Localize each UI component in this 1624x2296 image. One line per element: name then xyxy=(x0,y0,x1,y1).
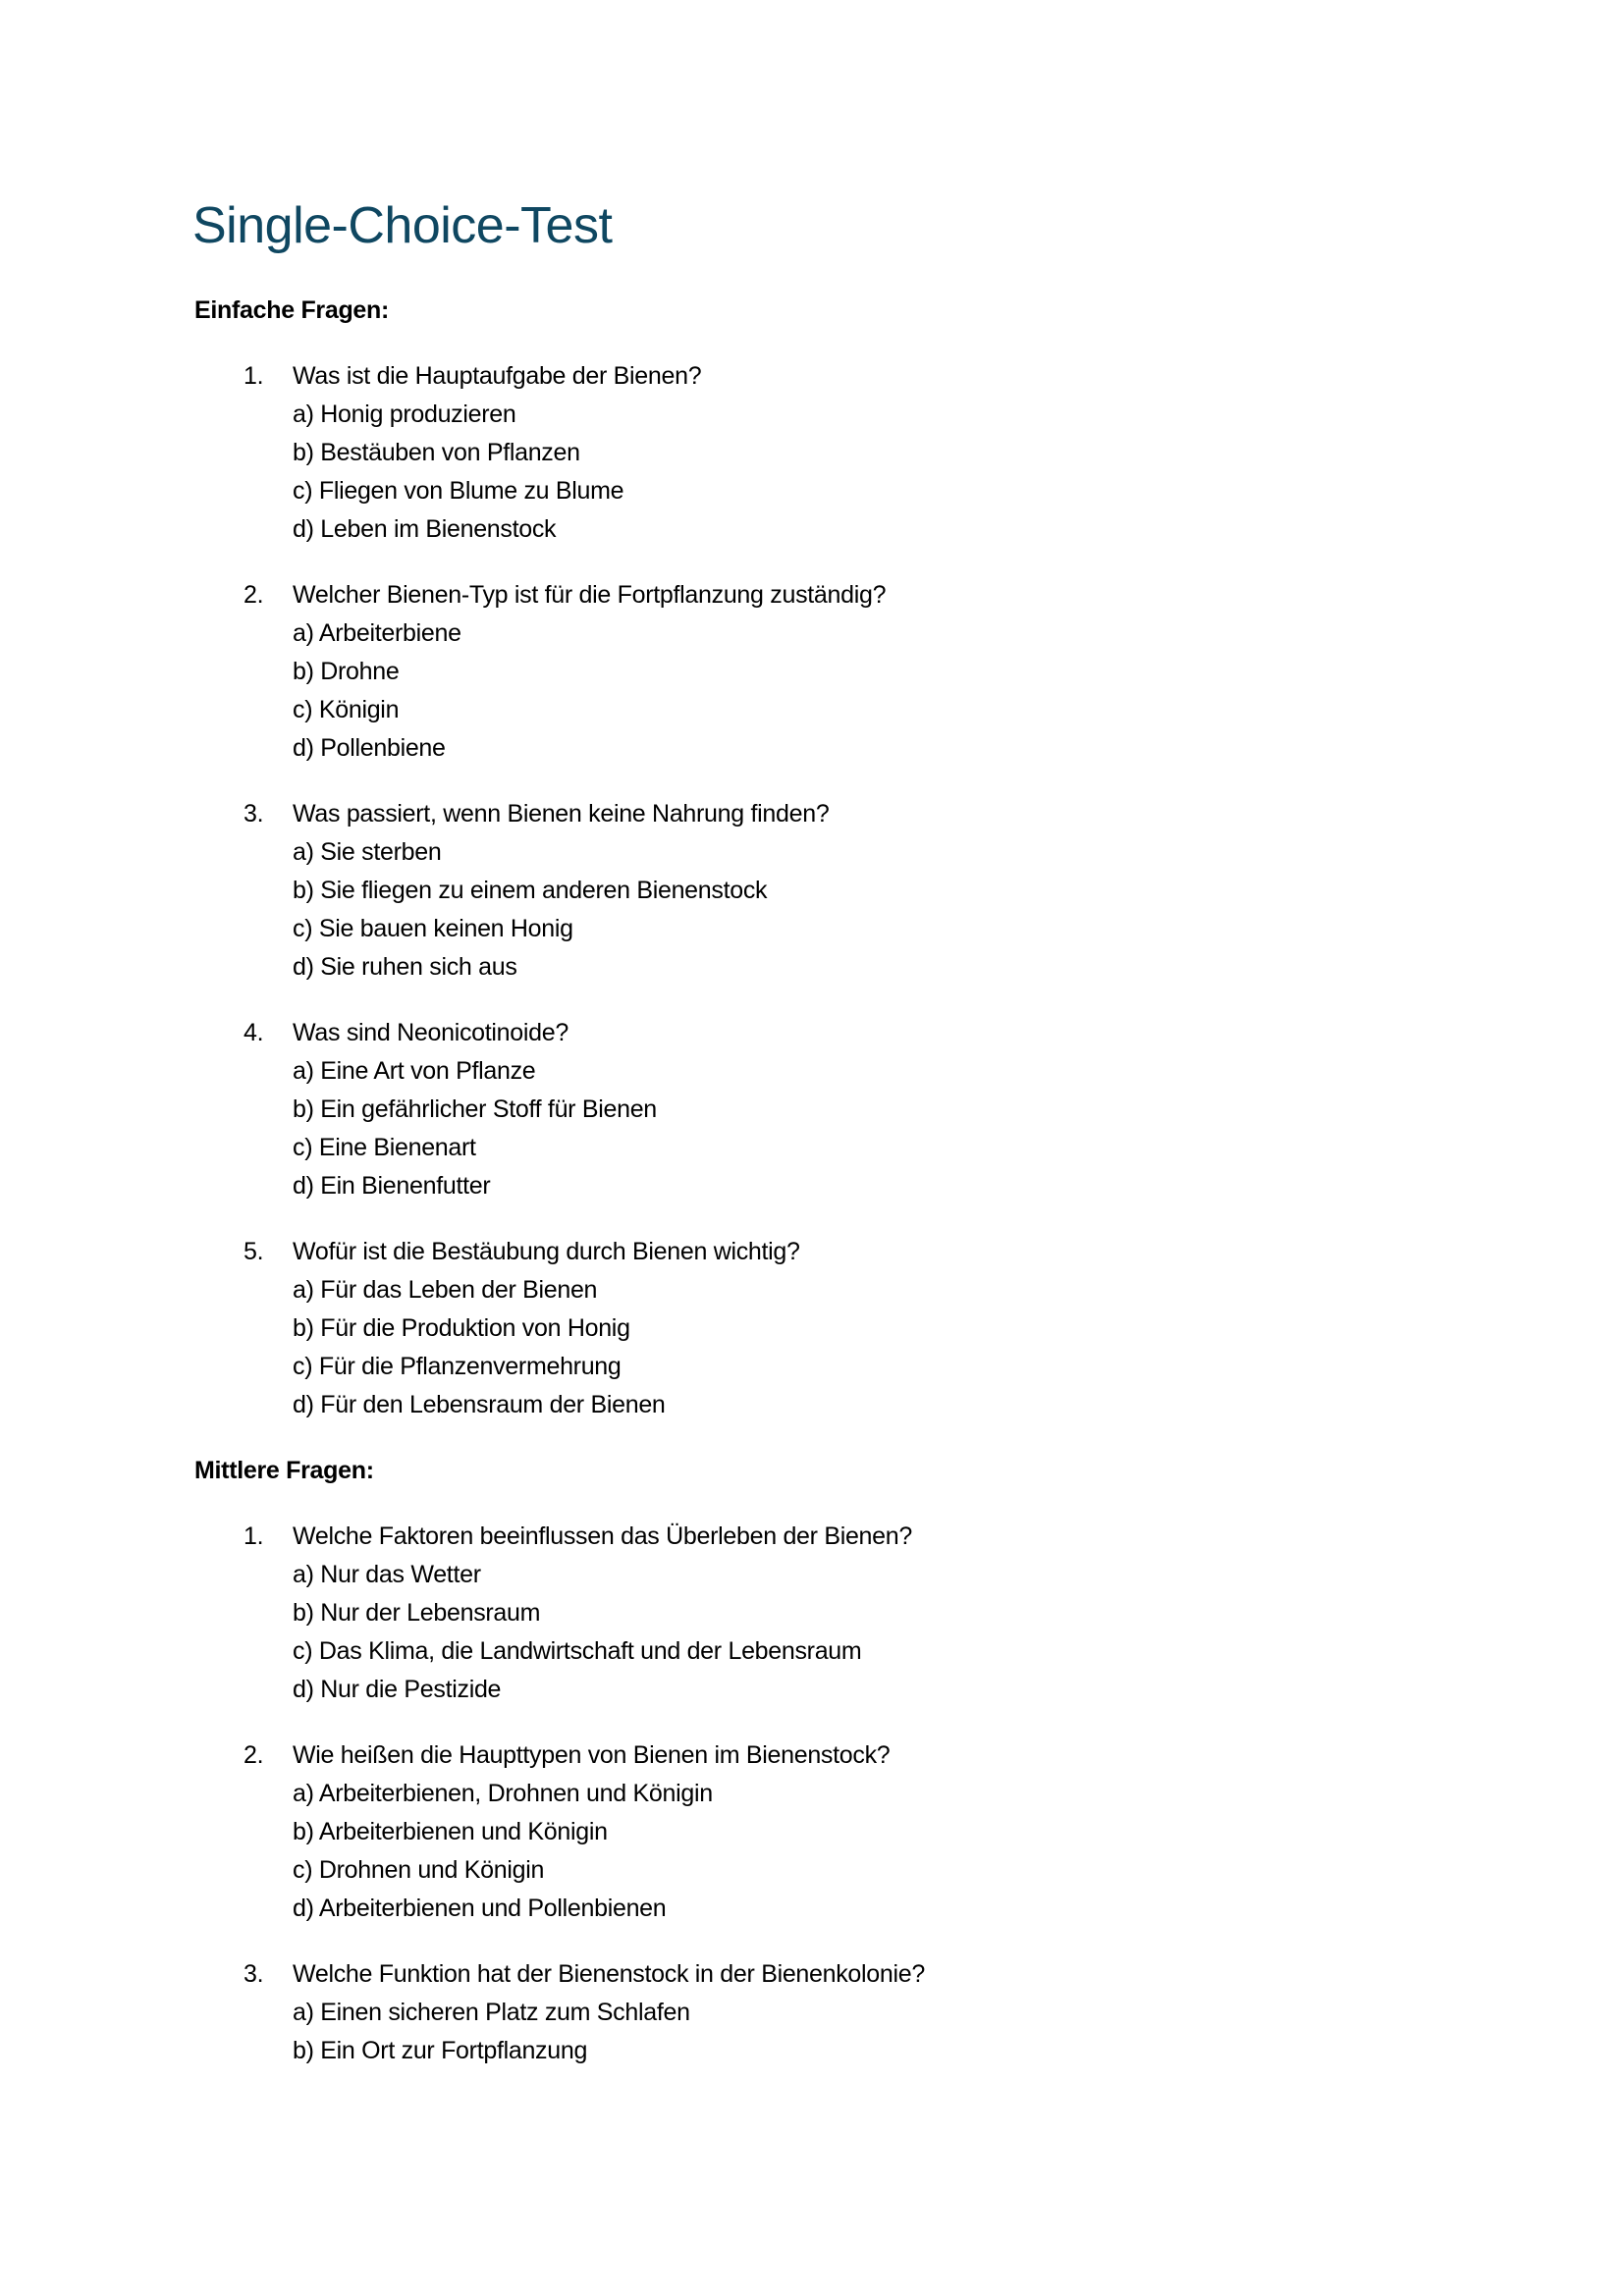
question-text: Welche Faktoren beeinflussen das Überleben der Bienen? xyxy=(293,1522,912,1550)
answer-option: a) Honig produzieren xyxy=(293,400,516,428)
question-item xyxy=(194,1955,1432,2070)
answer-option: b) Drohne xyxy=(293,658,400,685)
question-number: 1. xyxy=(244,362,264,390)
question-number: 3. xyxy=(244,1960,264,1988)
question-text: Was sind Neonicotinoide? xyxy=(293,1019,568,1046)
answer-option: d) Arbeiterbienen und Pollenbienen xyxy=(293,1895,667,1922)
answer-option: d) Für den Lebensraum der Bienen xyxy=(293,1391,666,1418)
question-text: Wofür ist die Bestäubung durch Bienen wichtig? xyxy=(293,1238,800,1265)
answer-option: c) Das Klima, die Landwirtschaft und der Lebensraum xyxy=(293,1637,862,1665)
question-list xyxy=(194,1518,1432,2070)
question-text: Was ist die Hauptaufgabe der Bienen? xyxy=(293,362,702,390)
question-item xyxy=(194,795,1432,987)
answer-option: a) Für das Leben der Bienen xyxy=(293,1276,598,1304)
question-item xyxy=(194,1736,1432,1928)
answer-option: d) Pollenbiene xyxy=(293,734,446,762)
question-number: 4. xyxy=(244,1019,264,1046)
question-number: 2. xyxy=(244,1741,264,1769)
question-number: 5. xyxy=(244,1238,264,1265)
answer-option: b) Sie fliegen zu einem anderen Bienenstock xyxy=(293,877,768,904)
question-number: 2. xyxy=(244,581,264,609)
question-text: Wie heißen die Haupttypen von Bienen im Bienenstock? xyxy=(293,1741,891,1769)
answer-option: a) Eine Art von Pflanze xyxy=(293,1057,536,1085)
section-medium-questions xyxy=(194,1452,1432,2070)
answer-option: a) Arbeiterbienen, Drohnen und Königin xyxy=(293,1780,713,1807)
question-number: 3. xyxy=(244,800,264,828)
question-list xyxy=(194,357,1432,1424)
question-text: Was passiert, wenn Bienen keine Nahrung finden? xyxy=(293,800,830,828)
answer-option: a) Nur das Wetter xyxy=(293,1561,481,1588)
section-easy-questions xyxy=(194,292,1432,1424)
question-item xyxy=(194,1233,1432,1424)
section-heading: Einfache Fragen: xyxy=(194,296,390,324)
answer-option: d) Ein Bienenfutter xyxy=(293,1172,491,1200)
answer-option: b) Arbeiterbienen und Königin xyxy=(293,1818,608,1845)
question-item xyxy=(194,576,1432,768)
answer-option: c) Königin xyxy=(293,696,400,723)
answer-option: b) Bestäuben von Pflanzen xyxy=(293,439,580,466)
answer-option: c) Fliegen von Blume zu Blume xyxy=(293,477,624,505)
answer-option: d) Nur die Pestizide xyxy=(293,1676,502,1703)
question-text: Welche Funktion hat der Bienenstock in der Bienenkolonie? xyxy=(293,1960,925,1988)
answer-option: c) Eine Bienenart xyxy=(293,1134,476,1161)
answer-option: b) Nur der Lebensraum xyxy=(293,1599,541,1627)
answer-option: c) Sie bauen keinen Honig xyxy=(293,915,573,942)
question-text: Welcher Bienen-Typ ist für die Fortpflanzung zuständig? xyxy=(293,581,887,609)
answer-option: b) Ein gefährlicher Stoff für Bienen xyxy=(293,1095,657,1123)
answer-option: b) Ein Ort zur Fortpflanzung xyxy=(293,2037,588,2064)
section-heading: Mittlere Fragen: xyxy=(194,1457,374,1484)
answer-option: d) Sie ruhen sich aus xyxy=(293,953,517,981)
document-title: Single-Choice-Test xyxy=(192,197,613,254)
answer-option: a) Arbeiterbiene xyxy=(293,619,461,647)
answer-option: a) Sie sterben xyxy=(293,838,442,866)
answer-option: c) Drohnen und Königin xyxy=(293,1856,545,1884)
answer-option: b) Für die Produktion von Honig xyxy=(293,1314,630,1342)
question-item xyxy=(194,1518,1432,1709)
question-number: 1. xyxy=(244,1522,264,1550)
answer-option: d) Leben im Bienenstock xyxy=(293,515,557,543)
answer-option: c) Für die Pflanzenvermehrung xyxy=(293,1353,622,1380)
answer-option: a) Einen sicheren Platz zum Schlafen xyxy=(293,1999,690,2026)
question-item xyxy=(194,357,1432,549)
question-item xyxy=(194,1014,1432,1205)
